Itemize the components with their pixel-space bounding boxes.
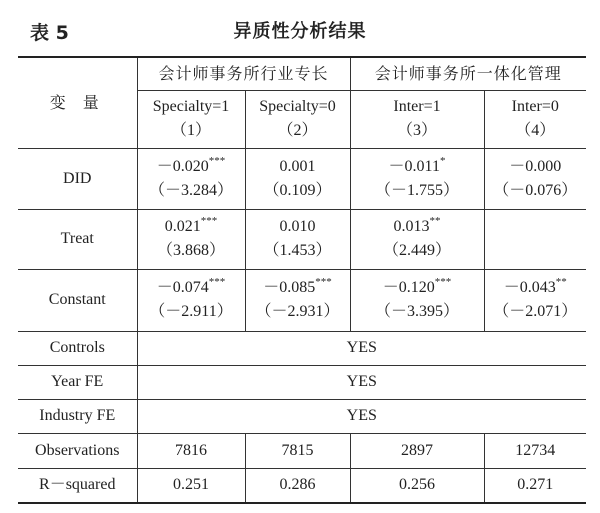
table-row-controls [18, 331, 586, 365]
value-cell: 2897 [350, 433, 484, 468]
row-label: Controls [18, 331, 137, 365]
group-header-specialty: 会计师事务所行业专长 [137, 57, 350, 90]
model-header-2: Specialty=0 （2） [245, 90, 350, 148]
merged-value-cell: YES [137, 331, 586, 365]
coef-cell: 0.001 （0.109） [245, 148, 350, 209]
table-caption [0, 10, 600, 44]
row-label: Industry FE [18, 399, 137, 433]
coef-cell: －0.043** （－2.071） [484, 269, 586, 331]
value-cell: 0.286 [245, 468, 350, 503]
coef-cell: －0.000 （－0.076） [484, 148, 586, 209]
table-title: 异质性分析结果 [233, 21, 367, 42]
coef-cell: －0.085*** （－2.931） [245, 269, 350, 331]
table-row-did [18, 148, 586, 209]
row-label: Observations [18, 433, 137, 468]
table-row-industry-fe [18, 399, 586, 433]
coef-cell: －0.074*** （－2.911） [137, 269, 245, 331]
value-cell: 0.256 [350, 468, 484, 503]
model-header-3: Inter=1 （3） [350, 90, 484, 148]
value-cell: 7816 [137, 433, 245, 468]
header-group-row [18, 57, 586, 90]
table-row-r-squared [18, 468, 586, 503]
table-number: 表 5 [30, 22, 69, 44]
coef-cell-empty [484, 209, 586, 269]
coef-cell: 0.010 （1.453） [245, 209, 350, 269]
merged-value-cell: YES [137, 399, 586, 433]
coef-cell: 0.021*** （3.868） [137, 209, 245, 269]
table-row-treat [18, 209, 586, 269]
model-header-4: Inter=0 （4） [484, 90, 586, 148]
table-row-observations [18, 433, 586, 468]
coef-cell: －0.011* （－1.755） [350, 148, 484, 209]
coef-cell: 0.013** （2.449） [350, 209, 484, 269]
merged-value-cell: YES [137, 365, 586, 399]
group-header-integration: 会计师事务所一体化管理 [350, 57, 586, 90]
model-header-1: Specialty=1 （1） [137, 90, 245, 148]
regression-table [18, 56, 586, 504]
coef-cell: －0.020*** （－3.284） [137, 148, 245, 209]
row-label: Treat [18, 209, 137, 269]
value-cell: 0.271 [484, 468, 586, 503]
row-label: DID [18, 148, 137, 209]
table-row-year-fe [18, 365, 586, 399]
coef-cell: －0.120*** （－3.395） [350, 269, 484, 331]
variable-header: 变 量 [18, 57, 137, 148]
row-label: Constant [18, 269, 137, 331]
value-cell: 12734 [484, 433, 586, 468]
row-label: Year FE [18, 365, 137, 399]
value-cell: 7815 [245, 433, 350, 468]
table-row-constant [18, 269, 586, 331]
row-label: R－squared [18, 468, 137, 503]
value-cell: 0.251 [137, 468, 245, 503]
